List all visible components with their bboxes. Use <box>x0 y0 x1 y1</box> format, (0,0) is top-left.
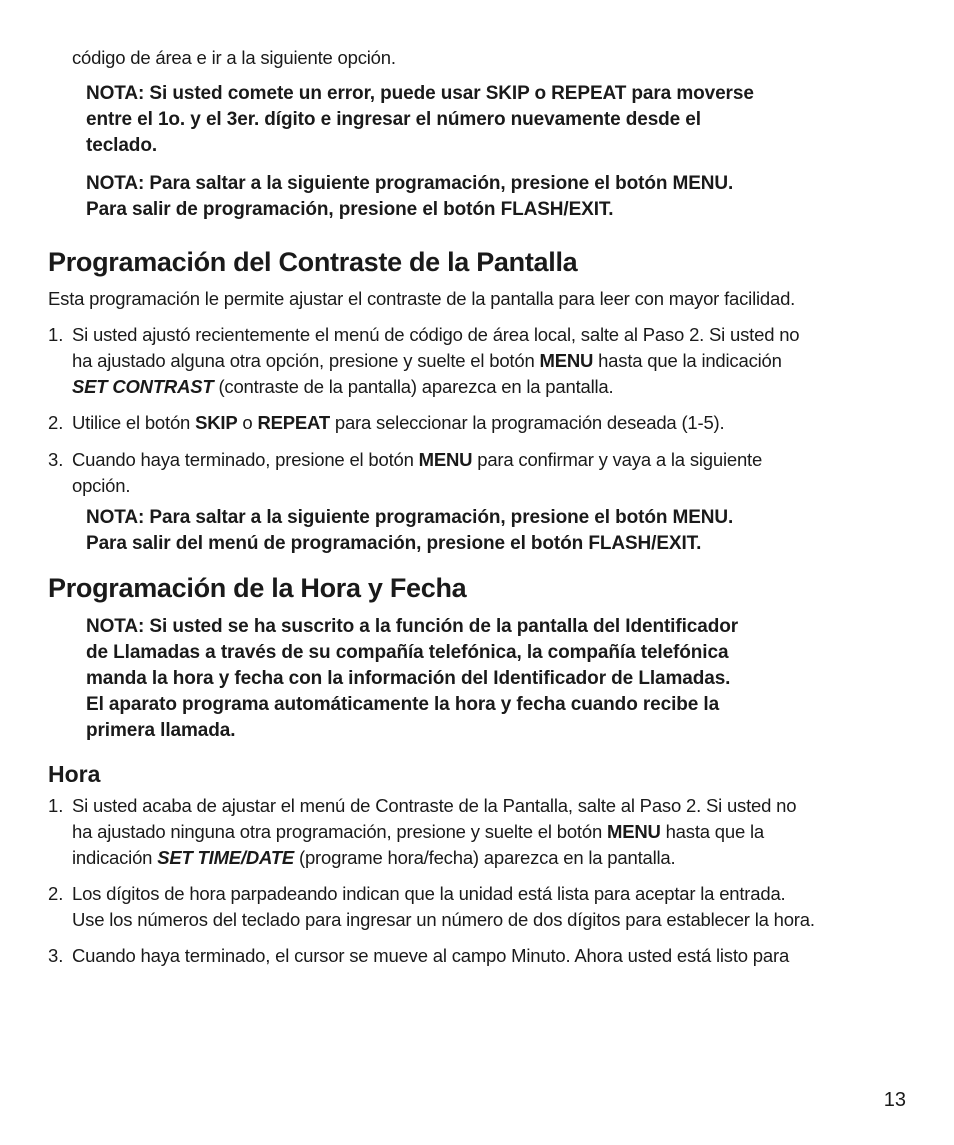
step-number: 3. <box>48 449 64 470</box>
note-line: NOTA: Si usted se ha suscrito a la función de la pantalla del Identificador <box>86 616 738 637</box>
step-text: Utilice el botón SKIP o REPEAT para seleccionar la programación deseada (1-5). <box>72 412 725 433</box>
menu-button-label: MENU <box>539 350 594 371</box>
step-text: opción. <box>72 475 131 496</box>
step-text: Los dígitos de hora parpadeando indican que la unidad está lista para aceptar la entrada. <box>72 883 786 904</box>
note-line: Para salir de programación, presione el botón FLASH/EXIT. <box>86 199 614 220</box>
note-line: primera llamada. <box>86 720 236 741</box>
step-text: Cuando haya terminado, presione el botón MENU para confirmar y vaya a la siguiente <box>72 449 763 470</box>
note-line: entre el 1o. y el 3er. dígito e ingresar el número nuevamente desde el <box>86 109 701 130</box>
note-line: NOTA: Para saltar a la siguiente programación, presione el botón MENU. <box>86 507 734 528</box>
skip-button-label: SKIP <box>195 412 238 433</box>
step-text: Use los números del teclado para ingresar un número de dos dígitos para establecer la hora. <box>72 909 815 930</box>
menu-button-label: MENU <box>418 449 473 470</box>
note-line: NOTA: Para saltar a la siguiente programación, presione el botón MENU. <box>86 173 734 194</box>
step-text: Si usted ajustó recientemente el menú de código de área local, salte al Paso 2. Si usted no <box>72 324 800 345</box>
display-indication: SET CONTRAST <box>72 376 214 397</box>
note-line: El aparato programa automáticamente la hora y fecha cuando recibe la <box>86 694 720 715</box>
note-line: de Llamadas a través de su compañía telefónica, la compañía telefónica <box>86 642 729 663</box>
step-text: Si usted acaba de ajustar el menú de Contraste de la Pantalla, salte al Paso 2. Si usted no <box>72 795 797 816</box>
contrast-description: Esta programación le permite ajustar el contraste de la pantalla para leer con mayor facilidad. <box>48 288 796 309</box>
step-number: 2. <box>48 412 64 433</box>
step-text: SET CONTRAST (contraste de la pantalla) aparezca en la pantalla. <box>72 376 614 397</box>
step-text: Cuando haya terminado, el cursor se mueve al campo Minuto. Ahora usted está listo para <box>72 945 790 966</box>
intro-line: código de área e ir a la siguiente opción. <box>72 47 396 68</box>
note-line: Para salir del menú de programación, presione el botón FLASH/EXIT. <box>86 533 702 554</box>
step-text: indicación SET TIME/DATE (programe hora/fecha) aparezca en la pantalla. <box>72 847 676 868</box>
step-number: 2. <box>48 883 64 904</box>
step-number: 3. <box>48 945 64 966</box>
note-line: manda la hora y fecha con la información del Identificador de Llamadas. <box>86 668 731 689</box>
step-text: ha ajustado alguna otra opción, presione y suelte el botón MENU hasta que la indicación <box>72 350 782 371</box>
repeat-button-label: REPEAT <box>257 412 330 433</box>
section-heading-timedate: Programación de la Hora y Fecha <box>48 573 467 603</box>
section-heading-contrast: Programación del Contraste de la Pantalla <box>48 247 578 277</box>
step-number: 1. <box>48 795 64 816</box>
note-line: NOTA: Si usted comete un error, puede usar SKIP o REPEAT para moverse <box>86 83 754 104</box>
subheading-hora: Hora <box>48 761 101 787</box>
display-indication: SET TIME/DATE <box>157 847 295 868</box>
step-text: ha ajustado ninguna otra programación, presione y suelte el botón MENU hasta que la <box>72 821 764 842</box>
menu-button-label: MENU <box>606 821 661 842</box>
page-number: 13 <box>883 1089 906 1111</box>
note-line: teclado. <box>86 135 157 156</box>
step-number: 1. <box>48 324 64 345</box>
